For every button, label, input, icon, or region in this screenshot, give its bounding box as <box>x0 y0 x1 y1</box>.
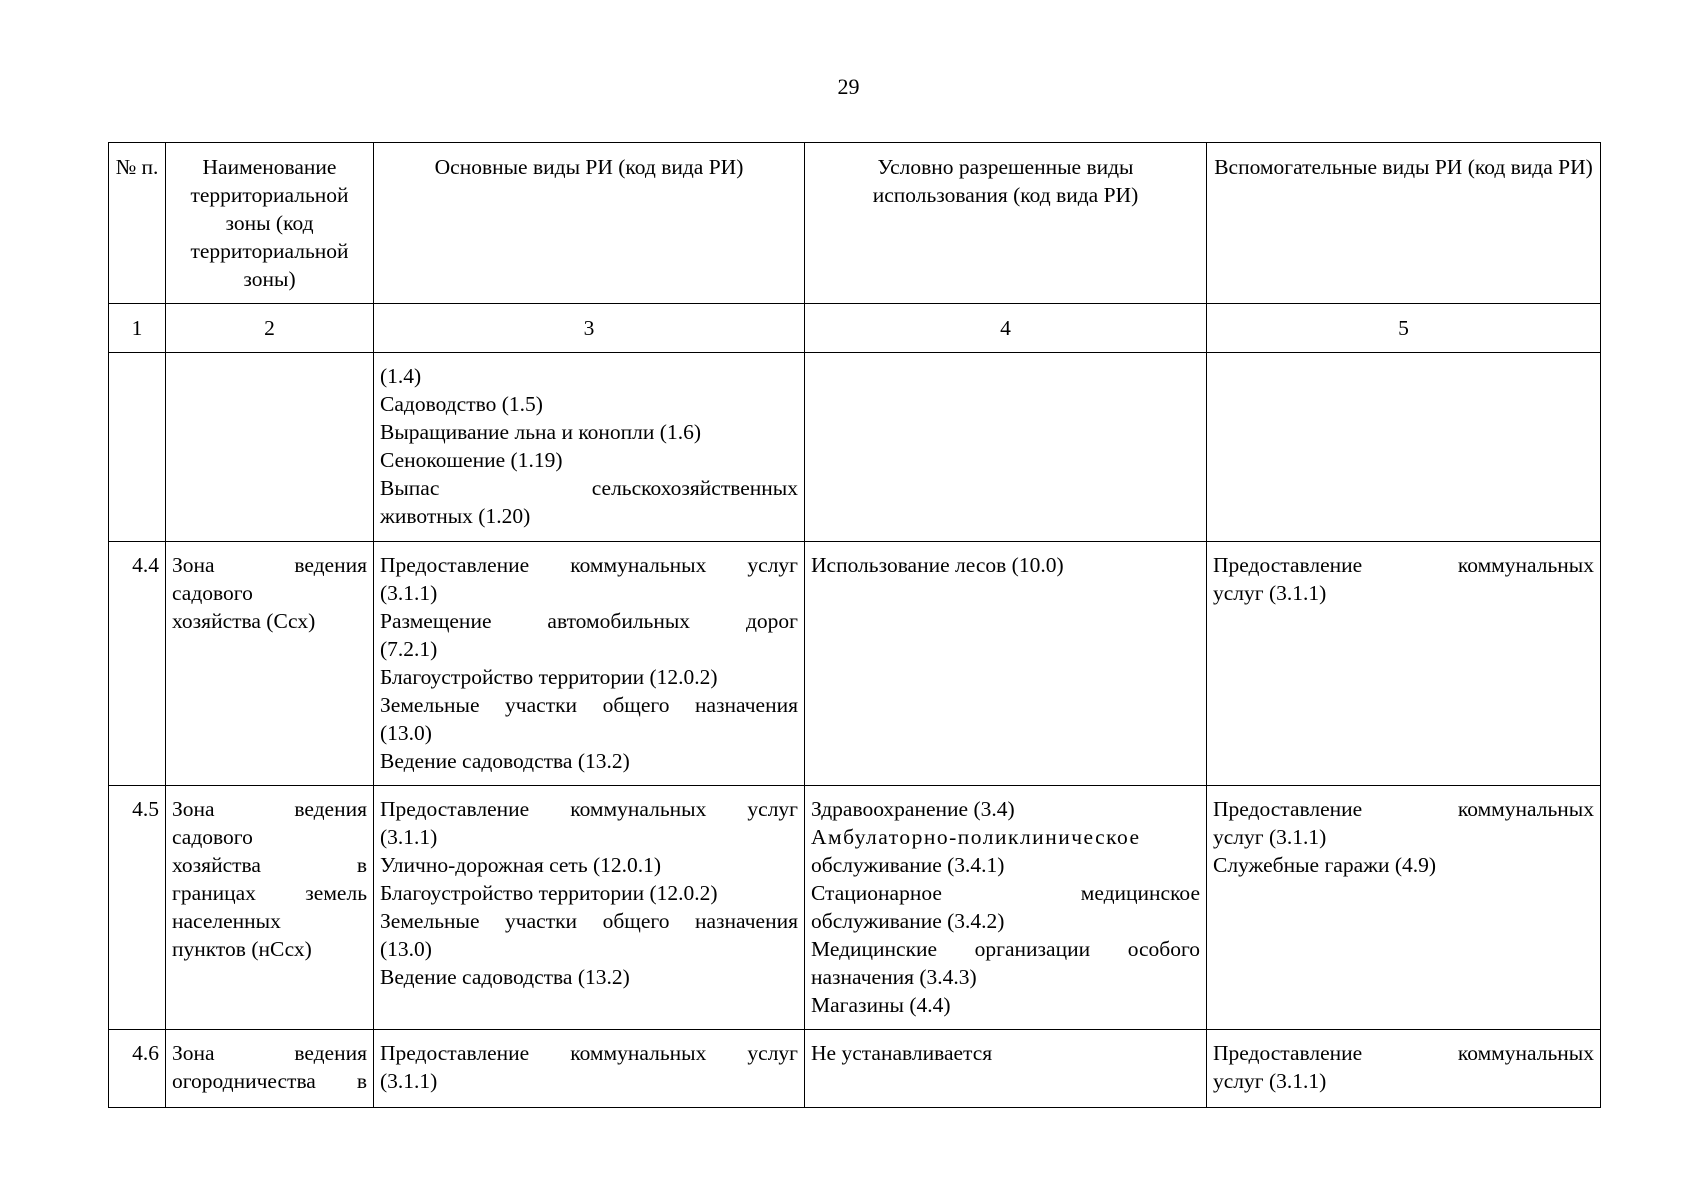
conditional-use-line: Амбулаторно-поликлиническое <box>811 825 1141 849</box>
main-use-line: (3.1.1) <box>380 825 438 849</box>
main-uses-cell <box>374 786 805 1030</box>
zone-name-line: границах земель <box>172 881 367 905</box>
auxiliary-use-line: услуг (3.1.1) <box>1213 1069 1327 1093</box>
main-uses-cell <box>374 1030 805 1108</box>
table-row <box>109 542 1601 786</box>
main-use-line: Предоставление коммунальных услуг <box>380 1041 798 1065</box>
main-use-line: Садоводство (1.5) <box>380 392 543 416</box>
auxiliary-use-line: Предоставление коммунальных <box>1213 553 1594 577</box>
zone-name-line: пунктов (нСсх) <box>172 937 312 961</box>
row-number: 4.5 <box>109 786 166 1030</box>
main-use-line: Благоустройство территории (12.0.2) <box>380 665 718 689</box>
zone-name-line: садового <box>172 825 253 849</box>
table-row <box>109 1030 1601 1108</box>
conditional-use-line: назначения (3.4.3) <box>811 965 977 989</box>
main-use-line: (13.0) <box>380 721 432 745</box>
row-number: 4.4 <box>109 542 166 786</box>
main-use-line: Ведение садоводства (13.2) <box>380 965 630 989</box>
conditional-uses-cell <box>805 542 1207 786</box>
zone-name-line: хозяйства в <box>172 853 367 877</box>
auxiliary-uses-cell <box>1207 786 1601 1030</box>
main-use-line: Предоставление коммунальных услуг <box>380 797 798 821</box>
table-header-row <box>109 143 1601 304</box>
conditional-use-line: Стационарное медицинское <box>811 881 1200 905</box>
conditional-use-line: Магазины (4.4) <box>811 993 951 1017</box>
main-use-line: (1.4) <box>380 364 422 388</box>
main-use-line: Благоустройство территории (12.0.2) <box>380 881 718 905</box>
main-use-line: Улично-дорожная сеть (12.0.1) <box>380 853 662 877</box>
auxiliary-uses-cell <box>1207 353 1601 542</box>
auxiliary-use-line: Предоставление коммунальных <box>1213 797 1594 821</box>
zone-name-cell <box>166 542 374 786</box>
column-number: 4 <box>805 304 1207 353</box>
zone-name-line: Зона ведения <box>172 1041 367 1065</box>
conditional-use-line: Использование лесов (10.0) <box>811 553 1064 577</box>
table-row <box>109 786 1601 1030</box>
header-conditional-uses: Условно разрешенные виды использования (код вида РИ) <box>805 143 1207 304</box>
zone-name-line: хозяйства (Ссх) <box>172 609 316 633</box>
main-use-line: Ведение садоводства (13.2) <box>380 749 630 773</box>
zone-name-line: садового <box>172 581 253 605</box>
zone-name-line: Зона ведения <box>172 553 367 577</box>
conditional-uses-cell <box>805 1030 1207 1108</box>
zones-table <box>108 142 1601 1108</box>
header-zone-name: Наименование территориальной зоны (код территориальной зоны) <box>166 143 374 304</box>
header-main-uses: Основные виды РИ (код вида РИ) <box>374 143 805 304</box>
auxiliary-uses-cell <box>1207 542 1601 786</box>
column-number: 3 <box>374 304 805 353</box>
conditional-use-line: обслуживание (3.4.1) <box>811 853 1005 877</box>
conditional-use-line: Медицинские организации особого <box>811 937 1200 961</box>
main-use-line: Выращивание льна и конопли (1.6) <box>380 420 701 444</box>
zone-name-line: населенных <box>172 909 281 933</box>
conditional-use-line: Здравоохранение (3.4) <box>811 797 1015 821</box>
header-no: № п. <box>109 143 166 304</box>
auxiliary-use-line: услуг (3.1.1) <box>1213 581 1327 605</box>
auxiliary-use-line: Предоставление коммунальных <box>1213 1041 1594 1065</box>
page-number: 29 <box>837 74 860 99</box>
conditional-use-line: обслуживание (3.4.2) <box>811 909 1005 933</box>
header-auxiliary-uses: Вспомогательные виды РИ (код вида РИ) <box>1207 143 1601 304</box>
column-number: 5 <box>1207 304 1601 353</box>
main-use-line: Земельные участки общего назначения <box>380 909 798 933</box>
column-number: 2 <box>166 304 374 353</box>
auxiliary-uses-cell <box>1207 1030 1601 1108</box>
conditional-use-line: Не устанавливается <box>811 1041 993 1065</box>
zone-name-line: Зона ведения <box>172 797 367 821</box>
conditional-uses-cell <box>805 353 1207 542</box>
table-row <box>109 353 1601 542</box>
row-number: 4.6 <box>109 1030 166 1108</box>
zone-name-line: огородничества в <box>172 1069 367 1093</box>
main-use-line: (3.1.1) <box>380 1069 438 1093</box>
main-use-line: животных (1.20) <box>380 504 531 528</box>
main-use-line: Сенокошение (1.19) <box>380 448 563 472</box>
column-number: 1 <box>109 304 166 353</box>
main-use-line: Предоставление коммунальных услуг <box>380 553 798 577</box>
auxiliary-use-line: Служебные гаражи (4.9) <box>1213 853 1437 877</box>
main-use-line: (7.2.1) <box>380 637 438 661</box>
zone-name-cell <box>166 786 374 1030</box>
main-use-line: Размещение автомобильных дорог <box>380 609 798 633</box>
main-uses-cell <box>374 353 805 542</box>
main-use-line: Выпас сельскохозяйственных <box>380 476 798 500</box>
main-use-line: (13.0) <box>380 937 432 961</box>
zone-name-cell <box>166 1030 374 1108</box>
row-number <box>109 353 166 542</box>
auxiliary-use-line: услуг (3.1.1) <box>1213 825 1327 849</box>
column-number-row <box>109 304 1601 353</box>
main-use-line: (3.1.1) <box>380 581 438 605</box>
conditional-uses-cell <box>805 786 1207 1030</box>
main-uses-cell <box>374 542 805 786</box>
main-use-line: Земельные участки общего назначения <box>380 693 798 717</box>
zone-name-cell <box>166 353 374 542</box>
